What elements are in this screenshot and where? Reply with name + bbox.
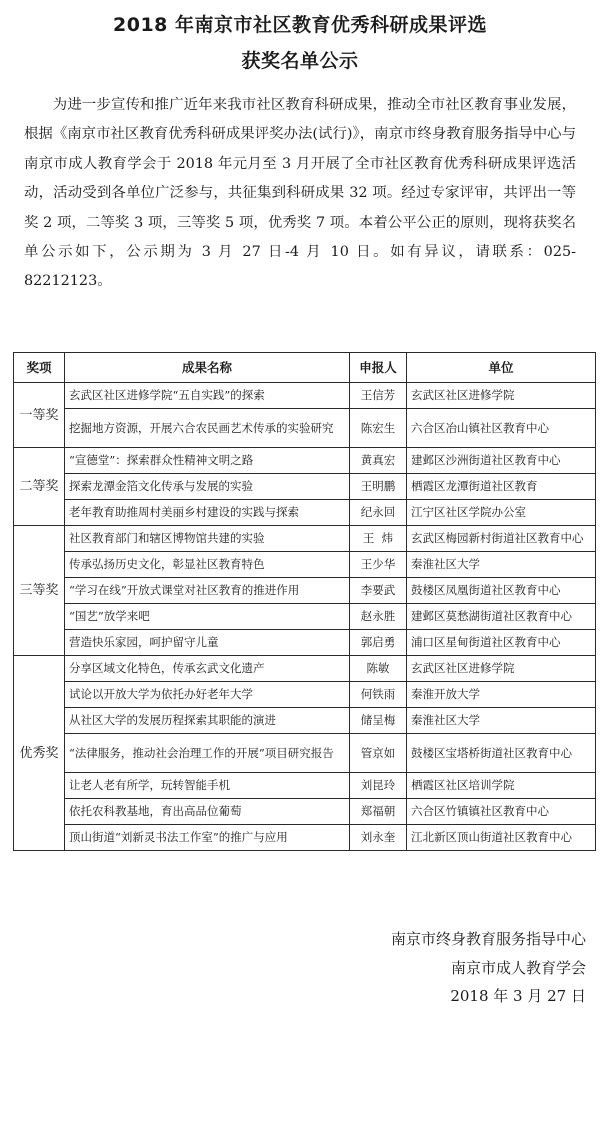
title-cell: 老年教育助推周村美丽乡村建设的实践与探索 xyxy=(65,500,350,526)
person-cell: 赵永胜 xyxy=(350,604,407,630)
signature-org-1: 南京市终身教育服务指导中心 xyxy=(390,930,586,948)
grade-cell-merit: 优秀奖 xyxy=(14,656,65,851)
person-cell: 陈宏生 xyxy=(350,409,407,448)
person-cell: 郑福朝 xyxy=(350,799,407,825)
person-cell: 刘昆玲 xyxy=(350,773,407,799)
table-row xyxy=(14,500,596,526)
title-cell: 玄武区社区进修学院“五自实践”的探索 xyxy=(65,383,350,409)
table-row xyxy=(14,526,596,552)
title-cell: “学习在线”开放式课堂对社区教育的推进作用 xyxy=(65,578,350,604)
unit-cell: 玄武区社区进修学院 xyxy=(407,383,596,409)
unit-cell: 秦淮开放大学 xyxy=(407,682,596,708)
unit-cell: 建邺区莫愁湖街道社区教育中心 xyxy=(407,604,596,630)
title-cell: “宣德堂”：探索群众性精神文明之路 xyxy=(65,448,350,474)
table-row xyxy=(14,734,596,773)
person-cell: 王 炜 xyxy=(350,526,407,552)
person-cell: 王信芳 xyxy=(350,383,407,409)
unit-cell: 栖霞区龙潭街道社区教育 xyxy=(407,474,596,500)
unit-cell: 六合区冶山镇社区教育中心 xyxy=(407,409,596,448)
title-cell: 传承弘扬历史文化，彰显社区教育特色 xyxy=(65,552,350,578)
header-person: 申报人 xyxy=(350,353,407,383)
table-row xyxy=(14,682,596,708)
title-cell: “法律服务，推动社会治理工作的开展”项目研究报告 xyxy=(65,734,350,773)
person-cell: 黄真宏 xyxy=(350,448,407,474)
person-cell: 郭启勇 xyxy=(350,630,407,656)
person-cell: 管京如 xyxy=(350,734,407,773)
table-row xyxy=(14,799,596,825)
person-cell: 陈敏 xyxy=(350,656,407,682)
unit-cell: 秦淮社区大学 xyxy=(407,708,596,734)
person-cell: 纪永回 xyxy=(350,500,407,526)
title-cell: 分享区域文化特色，传承玄武文化遗产 xyxy=(65,656,350,682)
title-cell: 从社区大学的发展历程探索其职能的演进 xyxy=(65,708,350,734)
table-row xyxy=(14,825,596,851)
title-cell: 探索龙潭金箔文化传承与发展的实验 xyxy=(65,474,350,500)
table-row xyxy=(14,604,596,630)
header-unit: 单位 xyxy=(407,353,596,383)
table-row xyxy=(14,474,596,500)
unit-cell: 鼓楼区凤凰街道社区教育中心 xyxy=(407,578,596,604)
signature-date: 2018 年 3 月 27 日 xyxy=(450,987,586,1005)
page-subtitle: 获奖名单公示 xyxy=(241,50,359,72)
person-cell: 储呈梅 xyxy=(350,708,407,734)
unit-cell: 江北新区顶山街道社区教育中心 xyxy=(407,825,596,851)
unit-cell: 江宁区社区学院办公室 xyxy=(407,500,596,526)
title-cell: 试论以开放大学为依托办好老年大学 xyxy=(65,682,350,708)
grade-cell-third: 三等奖 xyxy=(14,526,65,656)
unit-cell: 鼓楼区宝塔桥街道社区教育中心 xyxy=(407,734,596,773)
person-cell: 王明鹏 xyxy=(350,474,407,500)
table-row xyxy=(14,630,596,656)
unit-cell: 玄武区梅园新村街道社区教育中心 xyxy=(407,526,596,552)
header-title: 成果名称 xyxy=(65,353,350,383)
title-cell: 挖掘地方资源，开展六合农民画艺术传承的实验研究 xyxy=(65,409,350,448)
table-row xyxy=(14,656,596,682)
unit-cell: 栖霞区社区培训学院 xyxy=(407,773,596,799)
table-row xyxy=(14,409,596,448)
title-cell: 营造快乐家园，呵护留守儿童 xyxy=(65,630,350,656)
signature-org-2: 南京市成人教育学会 xyxy=(450,959,586,977)
unit-cell: 六合区竹镇镇社区教育中心 xyxy=(407,799,596,825)
title-cell: “国艺”放学来吧 xyxy=(65,604,350,630)
intro-paragraph: 为进一步宣传和推广近年来我市社区教育科研成果，推动全市社区教育事业发展，根据《南京市社区教育优秀科研成果评奖办法(试行)》，南京市终身教育服务指导中心与南京市成人教育学会于 2018 年元月至 3 月开展了全市社区教育优秀科研成果评选活动，活动受到各单位广泛参与，共征集到科研成果 32 项。经过专家评审，共评出一等奖 2 项，二等奖 3 项，三等奖 5 项，优秀奖 7 项。本着公平公正的原则，现将获奖名单公示如下，公示期为 3 月 27 日-4 月 10 日。如有异议，请联系：025-82212123。 xyxy=(24,97,576,290)
unit-cell: 玄武区社区进修学院 xyxy=(407,656,596,682)
table-row xyxy=(14,448,596,474)
title-cell: 依托农科教基地，育出高品位葡萄 xyxy=(65,799,350,825)
table-row xyxy=(14,773,596,799)
table-row xyxy=(14,708,596,734)
person-cell: 刘永奎 xyxy=(350,825,407,851)
title-cell: 顶山街道“刘新灵书法工作室”的推广与应用 xyxy=(65,825,350,851)
awards-table xyxy=(13,352,596,851)
grade-cell-second: 二等奖 xyxy=(14,448,65,526)
table-header-row xyxy=(14,353,596,383)
header-grade: 奖项 xyxy=(14,353,65,383)
grade-cell-first: 一等奖 xyxy=(14,383,65,448)
unit-cell: 秦淮社区大学 xyxy=(407,552,596,578)
title-cell: 让老人老有所学，玩转智能手机 xyxy=(65,773,350,799)
title-cell: 社区教育部门和辖区博物馆共建的实验 xyxy=(65,526,350,552)
page-title: 2018 年南京市社区教育优秀科研成果评选 xyxy=(113,14,487,36)
unit-cell: 浦口区星甸街道社区教育中心 xyxy=(407,630,596,656)
table-row xyxy=(14,552,596,578)
unit-cell: 建邺区沙洲街道社区教育中心 xyxy=(407,448,596,474)
person-cell: 李要武 xyxy=(350,578,407,604)
person-cell: 王少华 xyxy=(350,552,407,578)
table-row xyxy=(14,383,596,409)
person-cell: 何铁雨 xyxy=(350,682,407,708)
table-row xyxy=(14,578,596,604)
